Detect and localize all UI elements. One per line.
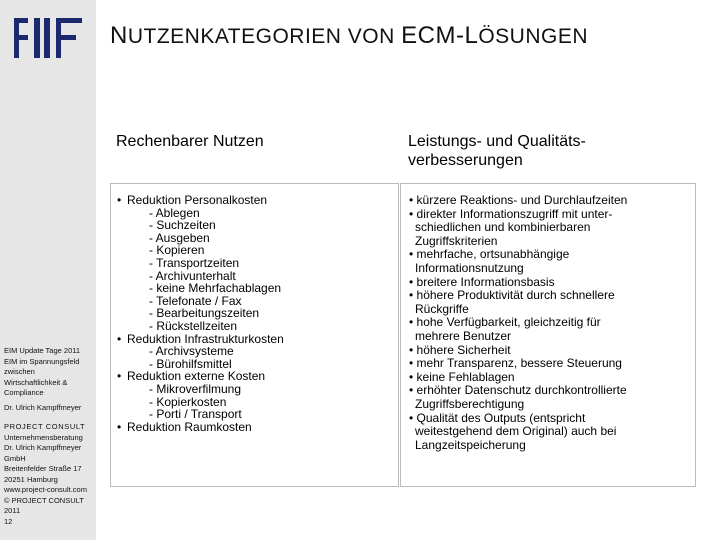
bullet-icon: • — [117, 193, 122, 207]
cost-category-item — [117, 421, 284, 434]
benefit-line: Rückgriffe — [415, 301, 469, 316]
benefit-line: • Qualität des Outputs (entspricht — [409, 410, 586, 425]
company-logo-icon — [14, 18, 82, 58]
company-info — [4, 422, 94, 527]
company-website-link[interactable]: www.project-consult.com — [4, 485, 87, 494]
benefit-item — [409, 412, 627, 453]
cost-subitem: - Rückstellzeiten — [149, 318, 238, 333]
cost-subitem: - Bearbeitungszeiten — [149, 306, 260, 321]
event-line: Compliance — [4, 388, 44, 397]
benefit-line: • mehr Transparenz, bessere Steuerung — [409, 356, 622, 371]
left-list — [117, 194, 284, 433]
cost-subitem: - Ablegen — [149, 205, 200, 220]
title-part: ÖSUNGEN — [478, 25, 589, 48]
benefit-item — [409, 384, 627, 411]
benefit-item — [409, 357, 627, 371]
item-text: Reduktion externe Kosten — [127, 369, 266, 384]
title-part: UTZENKATEGORIEN VON — [127, 25, 402, 48]
cost-subitem: - Archivunterhalt — [149, 268, 236, 283]
benefit-line: • hohe Verfügbarkeit, gleichzeitig für — [409, 315, 601, 330]
cost-subitem: - Archivsysteme — [149, 344, 234, 359]
benefit-line: weitestgehend dem Original) auch bei — [415, 424, 617, 439]
benefit-item — [409, 344, 627, 358]
cost-subitem: - Suchzeiten — [149, 218, 216, 233]
right-column-box — [400, 183, 696, 487]
benefit-line: Langzeitspeicherung — [415, 437, 526, 452]
benefit-line: • kürzere Reaktions- und Durchlaufzeiten — [409, 193, 628, 207]
bullet-icon: • — [117, 419, 122, 434]
left-column-header: Rechenbarer Nutzen — [116, 133, 264, 150]
benefit-item — [409, 276, 627, 290]
company-line: Unternehmensberatung — [4, 432, 83, 442]
event-line: Dr. Ulrich Kampffmeyer — [4, 402, 82, 412]
company-line: Breitenfelder Straße 17 — [4, 464, 82, 473]
bullet-icon: • — [117, 369, 122, 384]
cost-subitem: - Transportzeiten — [149, 255, 240, 270]
cost-subitem: - Bürohilfsmittel — [149, 356, 232, 371]
cost-subitem: - Telefonate / Fax — [149, 293, 242, 308]
right-header-line: verbesserungen — [408, 152, 523, 169]
event-line: EIM im Spannungsfeld — [4, 356, 80, 366]
benefit-line: Zugriffsberechtigung — [415, 396, 525, 411]
title-part: ECM-L — [401, 22, 479, 49]
title-part: N — [110, 22, 128, 49]
benefit-item — [409, 316, 627, 343]
benefit-line: schiedlichen und kombinierbaren — [415, 220, 591, 235]
event-line: zwischen — [4, 367, 35, 376]
copyright-year: 2011 — [4, 506, 21, 515]
company-line: GmbH — [4, 453, 26, 463]
item-text: Reduktion Personalkosten — [127, 193, 268, 207]
benefit-line: • mehrfache, ortsunabhängige — [409, 247, 570, 262]
bullet-icon: • — [117, 331, 122, 346]
cost-subitem: - Kopierkosten — [149, 394, 227, 409]
event-line: EIM Update Tage 2011 — [4, 346, 81, 355]
benefit-line: • höhere Produktivität durch schnellere — [409, 288, 615, 303]
left-column-box — [110, 183, 399, 487]
cost-subitem: - keine Mehrfachablagen — [149, 281, 282, 296]
benefit-line: Zugriffskriterien — [415, 233, 498, 248]
company-line: Dr. Ulrich Kampffmeyer — [4, 443, 82, 452]
event-info — [4, 346, 94, 413]
benefit-line: • direkter Informationszugriff mit unter- — [409, 206, 613, 221]
item-text: Reduktion Raumkosten — [127, 419, 252, 434]
benefit-line: Informationsnutzung — [415, 260, 524, 275]
copyright-line: © PROJECT CONSULT — [4, 495, 84, 505]
cost-subitem: - Mikroverfilmung — [149, 381, 242, 396]
benefit-item — [409, 289, 627, 316]
right-column-header — [408, 132, 586, 170]
cost-subitem: - Kopieren — [149, 243, 205, 258]
page-title — [110, 22, 588, 50]
company-line: PROJECT CONSULT — [4, 422, 86, 431]
benefit-line: • höhere Sicherheit — [409, 342, 511, 357]
benefit-item — [409, 248, 627, 275]
cost-subitem: - Porti / Transport — [149, 407, 242, 422]
cost-subitem: - Ausgeben — [149, 230, 210, 245]
benefit-line: • keine Fehlablagen — [409, 369, 515, 384]
benefit-line: • breitere Informationsbasis — [409, 274, 555, 289]
benefit-line: • erhöhter Datenschutz durchkontrollierte — [409, 383, 627, 398]
cost-category-item — [117, 194, 284, 207]
right-list — [409, 194, 627, 452]
page-number: 12 — [4, 516, 13, 526]
benefit-line: mehrere Benutzer — [415, 328, 512, 343]
right-header-line: Leistungs- und Qualitäts- — [408, 133, 586, 150]
benefit-item — [409, 371, 627, 385]
company-line: 20251 Hamburg — [4, 474, 58, 484]
benefit-item — [409, 194, 627, 208]
benefit-item — [409, 208, 627, 249]
event-line: Wirtschaftlichkeit & — [4, 377, 68, 387]
item-text: Reduktion Infrastrukturkosten — [127, 331, 284, 346]
sidebar — [0, 0, 96, 540]
